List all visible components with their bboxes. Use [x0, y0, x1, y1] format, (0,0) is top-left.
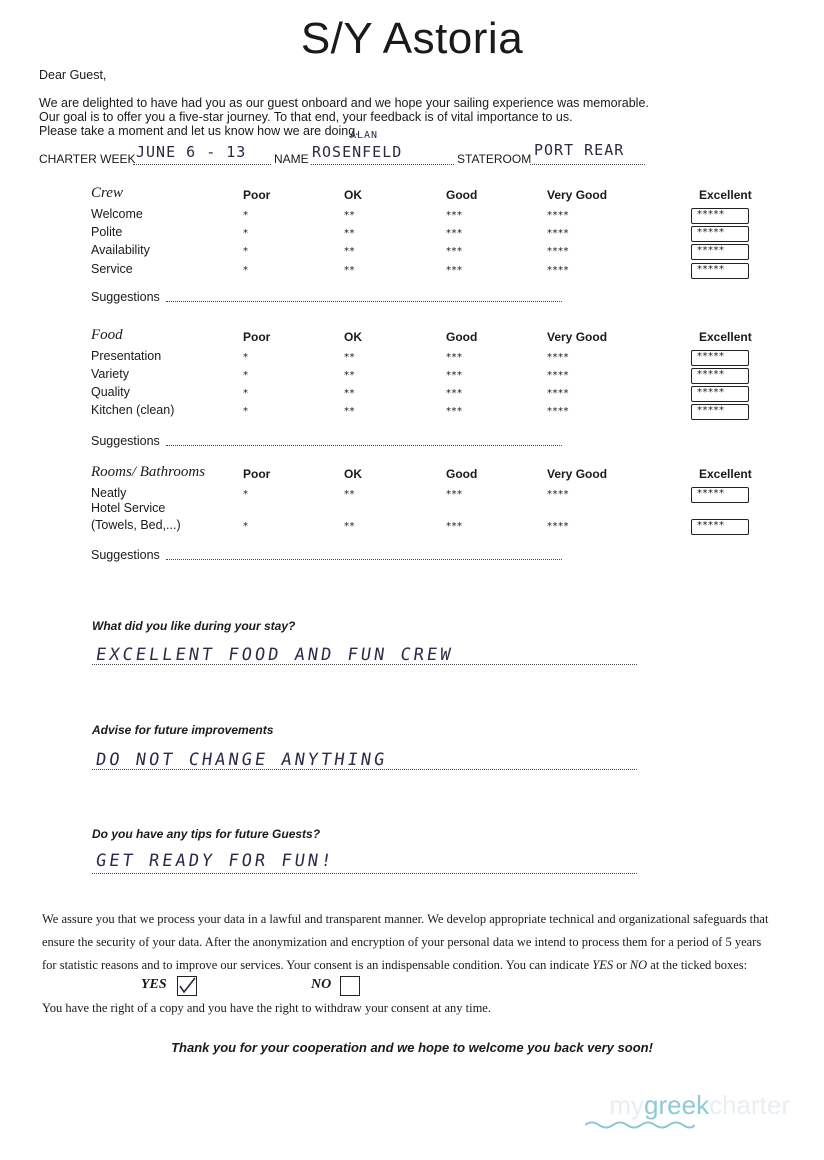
- question-label: What did you like during your stay?: [92, 619, 296, 633]
- rating-row-label: Variety: [91, 367, 129, 381]
- rating-option[interactable]: ****: [547, 210, 569, 221]
- rating-option-selected[interactable]: [691, 226, 749, 242]
- legal-line-3: for statistic reasons and to improve our services. Your consent is an indispensable condition. You can indicate YES or NO at the ticked boxes:: [42, 958, 748, 972]
- rating-stars: *****: [697, 405, 725, 416]
- suggestions-input[interactable]: [166, 301, 562, 302]
- name-label: NAME: [274, 152, 309, 166]
- rating-option[interactable]: *: [243, 406, 249, 417]
- rating-option[interactable]: **: [344, 352, 355, 363]
- rating-option[interactable]: *: [243, 489, 249, 500]
- rating-option[interactable]: *: [243, 388, 249, 399]
- charter-week-value[interactable]: JUNE 6 - 13: [136, 143, 247, 161]
- rating-row-label: Quality: [91, 385, 130, 399]
- suggestions-label: Suggestions: [91, 548, 160, 562]
- rating-option[interactable]: ***: [446, 370, 463, 381]
- watermark-part-2: greek: [644, 1090, 710, 1120]
- stateroom-value[interactable]: PORT REAR: [534, 141, 625, 159]
- thanks-message: Thank you for your cooperation and we hope to welcome you back very soon!: [171, 1040, 653, 1055]
- charter-week-line: [133, 164, 271, 165]
- rating-column-header: Good: [446, 467, 478, 481]
- rating-row-label: Service: [91, 262, 133, 276]
- rating-option-selected[interactable]: [691, 368, 749, 384]
- intro-line-3: Please take a moment and let us know how we are doing.: [39, 124, 359, 138]
- rating-stars: *****: [697, 245, 725, 256]
- rating-option[interactable]: ***: [446, 521, 463, 532]
- answer-line: [92, 769, 637, 770]
- rating-option[interactable]: ****: [547, 370, 569, 381]
- rating-option-selected[interactable]: [691, 350, 749, 366]
- watermark-logo: [609, 1090, 790, 1121]
- consent-no-label: NO: [311, 977, 332, 992]
- rights-text: You have the right of a copy and you have the right to withdraw your consent at any time.: [42, 1001, 491, 1015]
- rating-column-header: OK: [344, 188, 362, 202]
- rating-row-label: (Towels, Bed,...): [91, 518, 181, 532]
- rating-option-selected[interactable]: [691, 263, 749, 279]
- rating-option[interactable]: ***: [446, 406, 463, 417]
- rating-stars: *****: [697, 351, 725, 362]
- question-answer[interactable]: EXCELLENT FOOD AND FUN CREW: [94, 645, 455, 665]
- rating-stars: *****: [697, 227, 725, 238]
- checkmark-icon: [178, 977, 196, 995]
- rating-stars: *****: [697, 369, 725, 380]
- question-label: Do you have any tips for future Guests?: [92, 827, 321, 841]
- section-heading: Crew: [91, 185, 123, 201]
- rating-option[interactable]: ****: [547, 489, 569, 500]
- rating-option[interactable]: ****: [547, 265, 569, 276]
- rating-option[interactable]: *: [243, 352, 249, 363]
- rating-column-header: Excellent: [699, 467, 752, 481]
- rating-stars: *****: [697, 209, 725, 220]
- rating-column-header: Good: [446, 330, 478, 344]
- rating-column-header: Very Good: [547, 188, 608, 202]
- name-above-value[interactable]: ALAN: [350, 130, 379, 141]
- rating-option[interactable]: ***: [446, 352, 463, 363]
- consent-no-checkbox[interactable]: [340, 976, 360, 996]
- rating-option-selected[interactable]: [691, 487, 749, 503]
- rating-stars: *****: [697, 520, 725, 531]
- question-answer[interactable]: GET READY FOR FUN!: [94, 851, 336, 871]
- rating-option[interactable]: ****: [547, 388, 569, 399]
- rating-row-label: Availability: [91, 243, 150, 257]
- rating-option[interactable]: *: [243, 246, 249, 257]
- rating-option[interactable]: **: [344, 521, 355, 532]
- rating-option[interactable]: **: [344, 489, 355, 500]
- question-label: Advise for future improvements: [92, 723, 274, 737]
- consent-yes-label: YES: [141, 977, 167, 992]
- rating-column-header: Very Good: [547, 330, 608, 344]
- rating-option-selected[interactable]: [691, 519, 749, 535]
- suggestions-label: Suggestions: [91, 434, 160, 448]
- rating-column-header: Excellent: [699, 330, 752, 344]
- rating-option[interactable]: *: [243, 210, 249, 221]
- legal-line-2: ensure the security of your data. After the anonymization and encryption of your personal data we intend to process them for a period of 5 years: [42, 935, 762, 949]
- intro-line-1: We are delighted to have had you as our guest onboard and we hope your sailing experience was memorable.: [39, 96, 649, 110]
- rating-column-header: Poor: [243, 467, 271, 481]
- rating-option[interactable]: ***: [446, 265, 463, 276]
- greeting: Dear Guest,: [39, 68, 107, 82]
- rating-option[interactable]: ***: [446, 228, 463, 239]
- rating-option[interactable]: ***: [446, 489, 463, 500]
- intro-line-2: Our goal is to offer you a five-star journey. To that end, your feedback is of vital importance to us.: [39, 110, 573, 124]
- stateroom-line: [530, 164, 645, 165]
- suggestions-input[interactable]: [166, 559, 562, 560]
- rating-stars: *****: [697, 488, 725, 499]
- watermark-part-3: charter: [709, 1090, 790, 1120]
- watermark-part-1: my: [609, 1090, 645, 1120]
- question-answer[interactable]: DO NOT CHANGE ANYTHING: [94, 750, 389, 770]
- rating-column-header: Excellent: [699, 188, 752, 202]
- answer-line: [92, 664, 637, 665]
- rating-option[interactable]: **: [344, 406, 355, 417]
- rating-option-selected[interactable]: [691, 208, 749, 224]
- suggestions-input[interactable]: [166, 445, 562, 446]
- rating-column-header: Good: [446, 188, 478, 202]
- rating-row-label: Neatly: [91, 486, 127, 500]
- rating-option[interactable]: **: [344, 370, 355, 381]
- section-heading: Food: [91, 327, 123, 343]
- section-heading: Rooms/ Bathrooms: [91, 464, 206, 480]
- rating-option[interactable]: ****: [547, 228, 569, 239]
- watermark-wave-icon: [585, 1120, 695, 1130]
- rating-row-label: Hotel Service: [91, 501, 166, 515]
- rating-option[interactable]: *: [243, 370, 249, 381]
- rating-column-header: Very Good: [547, 467, 608, 481]
- rating-option[interactable]: ****: [547, 521, 569, 532]
- rating-option[interactable]: ***: [446, 246, 463, 257]
- rating-column-header: Poor: [243, 188, 271, 202]
- rating-option[interactable]: ***: [446, 388, 463, 399]
- rating-row-label: Welcome: [91, 207, 143, 221]
- rating-option[interactable]: ****: [547, 352, 569, 363]
- rating-row-label: Polite: [91, 225, 123, 239]
- rating-stars: *****: [697, 387, 725, 398]
- name-line: [311, 164, 454, 165]
- rating-option[interactable]: ***: [446, 210, 463, 221]
- rating-option[interactable]: *: [243, 265, 249, 276]
- legal-line-1: We assure you that we process your data in a lawful and transparent manner. We develop appropriate technical and organizational safeguards that: [42, 912, 769, 926]
- rating-option[interactable]: **: [344, 388, 355, 399]
- stateroom-label: STATEROOM: [457, 152, 532, 166]
- suggestions-label: Suggestions: [91, 290, 160, 304]
- rating-option[interactable]: **: [344, 265, 355, 276]
- rating-option[interactable]: *: [243, 228, 249, 239]
- rating-stars: *****: [697, 264, 725, 275]
- rating-option[interactable]: **: [344, 228, 355, 239]
- rating-row-label: Kitchen (clean): [91, 403, 175, 417]
- rating-column-header: Poor: [243, 330, 271, 344]
- consent-yes-checkbox[interactable]: [177, 976, 197, 996]
- rating-option-selected[interactable]: [691, 386, 749, 402]
- document-title: S/Y Astoria: [300, 14, 524, 63]
- rating-option[interactable]: **: [344, 246, 355, 257]
- rating-column-header: OK: [344, 330, 362, 344]
- name-value[interactable]: ROSENFELD: [312, 143, 403, 161]
- rating-option[interactable]: **: [344, 210, 355, 221]
- charter-week-label: CHARTER WEEK: [39, 152, 136, 166]
- rating-column-header: OK: [344, 467, 362, 481]
- rating-row-label: Presentation: [91, 349, 162, 363]
- answer-line: [92, 873, 637, 874]
- rating-option[interactable]: ****: [547, 406, 569, 417]
- rating-option[interactable]: ****: [547, 246, 569, 257]
- rating-option-selected[interactable]: [691, 404, 749, 420]
- rating-option[interactable]: *: [243, 521, 249, 532]
- rating-option-selected[interactable]: [691, 244, 749, 260]
